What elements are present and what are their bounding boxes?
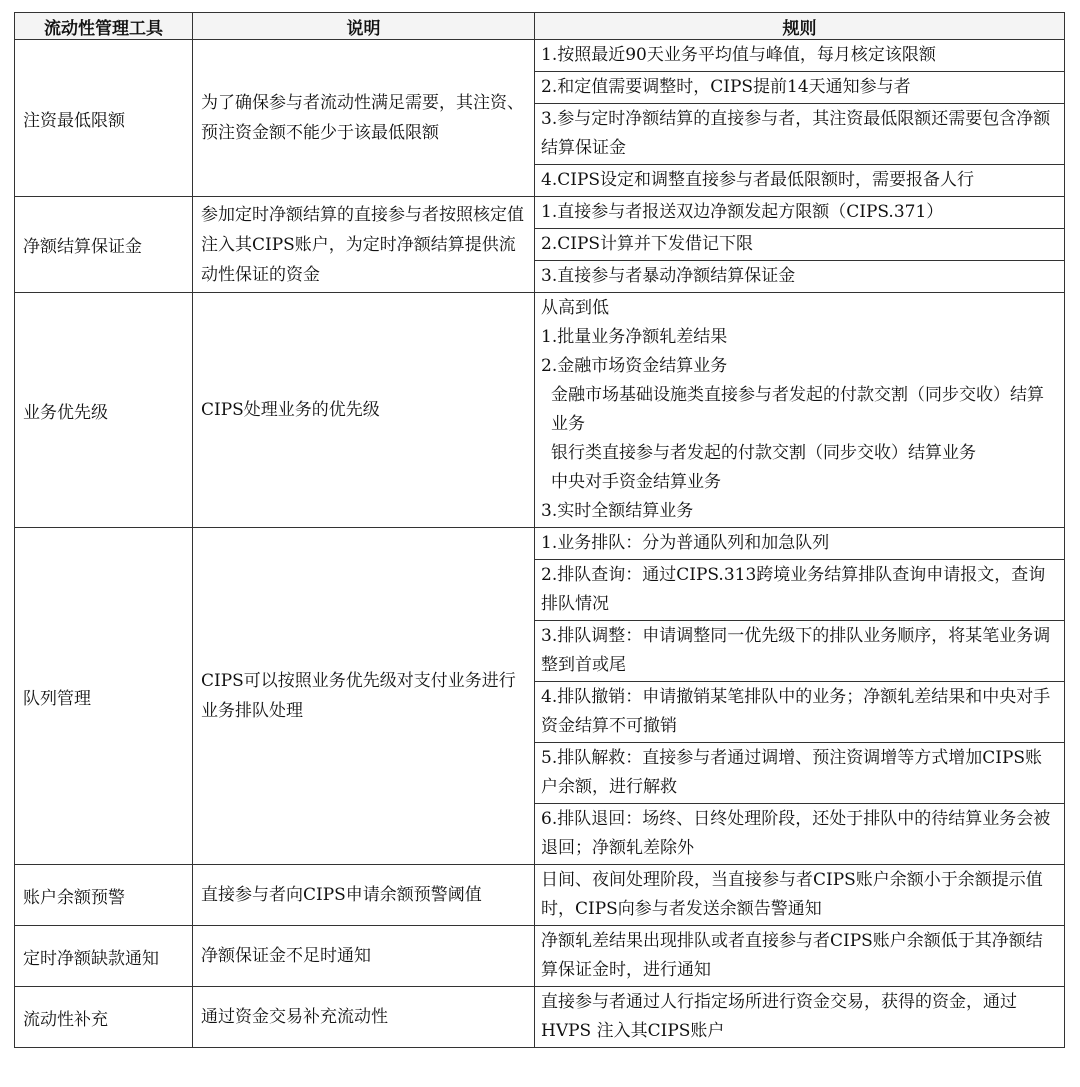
table-row	[15, 293, 1065, 528]
priority-line: 2.金融市场资金结算业务	[541, 356, 728, 376]
priority-line: 中央对手资金结算业务	[551, 472, 721, 492]
tool-name: 队列管理	[15, 528, 193, 865]
rules-cell	[535, 293, 1065, 528]
header-row	[15, 13, 1065, 40]
rules-cell	[535, 987, 1065, 1048]
rule-item: 3.直接参与者暴动净额结算保证金	[541, 266, 796, 286]
priority-line: 银行类直接参与者发起的付款交割（同步交收）结算业务	[551, 443, 976, 463]
rule-item: 2.CIPS计算并下发借记下限	[535, 229, 1064, 261]
tool-description: CIPS可以按照业务优先级对支付业务进行业务排队处理	[193, 528, 535, 865]
rule-item: 净额轧差结果出现排队或者直接参与者CIPS账户余额低于其净额结算保证金时，进行通知	[541, 931, 1043, 980]
priority-line: 从高到低	[541, 298, 609, 318]
rule-item: 3.参与定时净额结算的直接参与者，其注资最低限额还需要包含净额结算保证金	[535, 104, 1064, 165]
header-rules: 规则	[535, 13, 1065, 40]
rules-cell	[535, 40, 1065, 197]
tool-name: 净额结算保证金	[15, 197, 193, 293]
rule-item: 3.排队调整：申请调整同一优先级下的排队业务顺序，将某笔业务调整到首或尾	[535, 621, 1064, 682]
tool-name: 定时净额缺款通知	[15, 926, 193, 987]
rule-item: 2.和定值需要调整时，CIPS提前14天通知参与者	[535, 72, 1064, 104]
tool-name: 流动性补充	[15, 987, 193, 1048]
table-row	[15, 197, 1065, 293]
table-row	[15, 987, 1065, 1048]
tool-name: 业务优先级	[15, 293, 193, 528]
rule-item: 日间、夜间处理阶段，当直接参与者CIPS账户余额小于余额提示值时，CIPS向参与者发送余额告警通知	[541, 870, 1043, 919]
liquidity-tools-table	[14, 12, 1065, 1048]
rule-item: 1.按照最近90天业务平均值与峰值，每月核定该限额	[535, 40, 1064, 72]
tool-description: 为了确保参与者流动性满足需要，其注资、预注资金额不能少于该最低限额	[193, 40, 535, 197]
rules-cell	[535, 528, 1065, 865]
rule-item: 直接参与者通过人行指定场所进行资金交易，获得的资金，通过HVPS 注入其CIPS账户	[541, 992, 1017, 1041]
table-row	[15, 528, 1065, 865]
priority-line: 1.批量业务净额轧差结果	[541, 327, 728, 347]
tool-description: 参加定时净额结算的直接参与者按照核定值注入其CIPS账户，为定时净额结算提供流动性保证的资金	[193, 197, 535, 293]
table-row	[15, 926, 1065, 987]
priority-list	[535, 293, 1064, 527]
rule-item: 2.排队查询：通过CIPS.313跨境业务结算排队查询申请报文，查询排队情况	[535, 560, 1064, 621]
rules-cell	[535, 926, 1065, 987]
tool-name: 账户余额预警	[15, 865, 193, 926]
tool-description: 净额保证金不足时通知	[193, 926, 535, 987]
rules-cell	[535, 865, 1065, 926]
rule-item: 6.排队退回：场终、日终处理阶段，还处于排队中的待结算业务会被退回；净额轧差除外	[541, 809, 1051, 858]
table-row	[15, 865, 1065, 926]
rule-item: 1.直接参与者报送双边净额发起方限额（CIPS.371）	[535, 197, 1064, 229]
rule-item: 4.排队撤销：申请撤销某笔排队中的业务；净额轧差结果和中央对手资金结算不可撤销	[535, 682, 1064, 743]
rule-item: 4.CIPS设定和调整直接参与者最低限额时，需要报备人行	[541, 170, 975, 190]
table-row	[15, 40, 1065, 197]
rule-item: 5.排队解救：直接参与者通过调增、预注资调增等方式增加CIPS账户余额，进行解救	[535, 743, 1064, 804]
header-desc: 说明	[193, 13, 535, 40]
priority-line: 金融市场基础设施类直接参与者发起的付款交割（同步交收）结算业务	[551, 385, 1044, 434]
tool-description: CIPS处理业务的优先级	[193, 293, 535, 528]
rules-cell	[535, 197, 1065, 293]
tool-name: 注资最低限额	[15, 40, 193, 197]
header-tool: 流动性管理工具	[15, 13, 193, 40]
rule-item: 1.业务排队：分为普通队列和加急队列	[535, 528, 1064, 560]
priority-line: 3.实时全额结算业务	[541, 501, 694, 521]
tool-description: 通过资金交易补充流动性	[193, 987, 535, 1048]
tool-description: 直接参与者向CIPS申请余额预警阈值	[193, 865, 535, 926]
